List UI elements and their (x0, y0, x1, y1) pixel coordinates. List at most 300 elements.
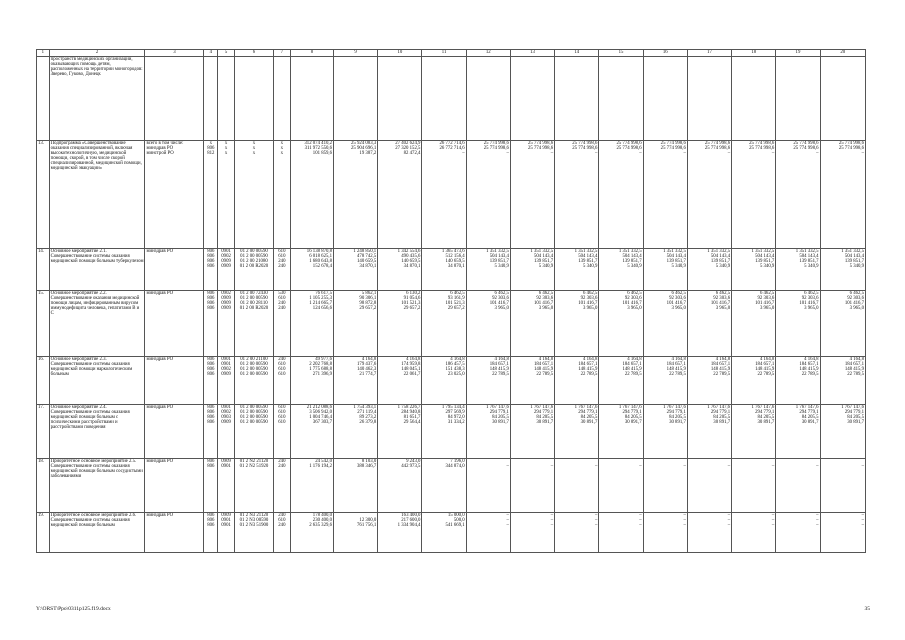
section-code-line (219, 57, 233, 62)
amount-cell (290, 459, 333, 513)
expense-type-line: 610 (278, 372, 286, 378)
target-article (234, 57, 273, 141)
responsible-executor-line: минздрав РО (146, 357, 174, 362)
amount-cell (687, 405, 731, 459)
table-row (37, 459, 866, 513)
amount-cell-line: – (727, 518, 731, 524)
amount-cell (776, 357, 820, 405)
amount-cell-line: 3 965,0 (759, 306, 775, 312)
amount-cell-line: 139 851,7 (666, 259, 686, 265)
expense-type-line: 610 (278, 415, 286, 421)
amount-cell-line: 93 161,9 (447, 296, 465, 302)
amount-cell-line: 9 243,0 (406, 459, 421, 464)
amount-cell-line (379, 57, 420, 62)
amount-cell (290, 57, 333, 141)
expense-type-line: 610 (278, 249, 286, 254)
table-row (37, 57, 866, 141)
amount-cell-line: 23 025,0 (447, 372, 465, 378)
amount-cell-line: 139 851,7 (710, 259, 731, 265)
amount-cell-line: 4 164,8 (627, 357, 642, 362)
ministry-code (204, 57, 218, 141)
expense-type-line: 240 (278, 464, 286, 470)
target-article-line: 01 2 00 00590 (240, 254, 268, 260)
amount-cell-line: 1 334 904,4 (397, 523, 421, 529)
amount-cell-line: 1 248 850,1 (353, 249, 377, 254)
amount-cell (599, 249, 643, 291)
amount-cell-line: 49 977,6 (315, 357, 332, 362)
ministry-code-line: х (209, 141, 212, 146)
column-number: 20 (820, 50, 865, 57)
expense-type-line: 240 (278, 523, 286, 529)
amount-cell-line (689, 57, 730, 62)
amount-cell-line: 34 870,1 (403, 264, 421, 270)
column-number: 1 (37, 50, 50, 57)
column-number: 9 (333, 50, 377, 57)
amount-cell-line: 24 542,0 (315, 459, 332, 464)
section-code-line: 0901 (221, 405, 231, 410)
amount-cell-line: 101 416,7 (489, 301, 509, 307)
amount-cell (378, 249, 422, 291)
amount-cell (687, 249, 731, 291)
amount-cell-line: 139 851,7 (844, 259, 864, 265)
amount-cell-line: 271 396,9 (312, 372, 332, 378)
amount-cell-line: 12 300,0 (359, 518, 377, 524)
amount-cell (732, 249, 776, 291)
expense-type-line: 240 (278, 513, 286, 518)
amount-cell-line: 92 303,6 (580, 296, 598, 302)
amount-cell-line: 139 851,7 (578, 259, 598, 265)
amount-cell-line: 92 303,6 (847, 296, 864, 302)
amount-cell-line: 1 351 332,5 (486, 249, 509, 254)
program-name: пространств медицинских организаций, оказывающих помощь детям, расположенных на территории моногородов: Зверево, Гуково, Донецк (49, 57, 145, 141)
expense-type-line: 240 (278, 264, 286, 270)
amount-cell-line: 21 212 088,6 (306, 405, 332, 410)
amount-cell (290, 405, 333, 459)
amount-cell-line: 27 402 624,9 (395, 141, 421, 146)
amount-cell-line: 19 387,2 (359, 151, 377, 157)
amount-cell (466, 513, 510, 553)
amount-cell-line: 139 851,7 (799, 259, 819, 265)
amount-cell-line: 4 164,8 (849, 357, 864, 362)
amount-cell (820, 291, 865, 357)
target-article-line: 01 2 00 00590 (240, 405, 268, 410)
amount-cell (422, 57, 466, 141)
target-article-line: 01 2 00 21100 (240, 357, 268, 362)
section-code (218, 57, 235, 141)
amount-cell-line: 84 205,5 (847, 415, 864, 421)
amount-cell (422, 291, 466, 357)
amount-cell-line: 478 742,5 (357, 254, 377, 260)
responsible-executor (145, 291, 204, 357)
section-code-line: 0901 (221, 518, 231, 524)
amount-cell (776, 249, 820, 291)
amount-cell-line: – (550, 518, 554, 524)
amount-cell-line: – (727, 513, 731, 518)
amount-cell-line: 25 774 998,6 (704, 141, 731, 146)
amount-cell (466, 405, 510, 459)
amount-cell-line: 91 054,6 (403, 296, 421, 302)
amount-cell (555, 513, 599, 553)
ministry-code-line: 806 (207, 405, 215, 410)
amount-cell (290, 249, 333, 291)
amount-cell (333, 405, 377, 459)
target-article-line: 01 2 00 00590 (240, 410, 268, 416)
column-number: 4 (204, 50, 218, 57)
expense-type-line (275, 57, 289, 62)
amount-cell-line: 1 351 332,5 (530, 249, 554, 254)
amount-cell (776, 57, 820, 141)
section-code-line: 0902 (221, 410, 231, 416)
amount-cell-line: 148 415,9 (622, 367, 642, 373)
amount-cell-line: 217 600,0 (401, 518, 421, 524)
amount-cell (510, 141, 554, 249)
amount-cell (510, 513, 554, 553)
amount-cell-line: – (639, 464, 642, 470)
section-code-line: 0909 (221, 420, 231, 426)
amount-cell-line: – (506, 518, 509, 524)
amount-cell-line: 504 143,4 (622, 254, 642, 260)
amount-cell (422, 459, 466, 513)
amount-cell (466, 291, 510, 357)
expense-type-line: 610 (278, 410, 286, 416)
column-number: 11 (422, 50, 466, 57)
amount-cell-line: 1 767 147,6 (486, 405, 509, 410)
amount-cell-line: 5 340,9 (538, 264, 554, 270)
responsible-executor-line (146, 523, 202, 528)
amount-cell-line: – (594, 151, 598, 157)
amount-cell-line: 22 789,5 (847, 372, 864, 378)
row-number: 16. (37, 357, 50, 405)
amount-cell-line: 504 143,4 (666, 254, 686, 260)
amount-cell-line: 25 774 998,6 (704, 146, 731, 152)
amount-cell-line: 6 462,5 (538, 291, 554, 296)
ministry-code-line: 806 (207, 523, 215, 529)
amount-cell (290, 357, 333, 405)
program-name: Основное мероприятие 2.2. Совершенствование оказания медицинской помощи лицам, инфицированным вирусом иммунодефицита человека, гепатитами B и C (49, 291, 145, 357)
amount-cell-line: – (462, 151, 465, 157)
expense-type-line: 240 (278, 306, 286, 312)
amount-cell-line: 25 774 998,6 (527, 141, 554, 146)
amount-cell-line: 30 891,7 (669, 420, 686, 426)
amount-cell-line: 6 462,5 (627, 291, 642, 296)
column-number: 15 (599, 50, 643, 57)
amount-cell-line: 4 164,8 (450, 357, 465, 362)
amount-cell-line: 148 415,9 (844, 367, 864, 373)
amount-cell-line: – (506, 464, 509, 470)
amount-cell-line: 3 965,0 (538, 306, 554, 312)
amount-cell-line: 151 438,3 (445, 367, 465, 373)
section-code-line: 0901 (221, 249, 231, 254)
budget-table (36, 49, 866, 553)
responsible-executor (145, 57, 204, 141)
program-name: Основное мероприятие 2.3. Совершенствование системы оказания медицинской помощи наркологическим больным (49, 357, 145, 405)
amount-cell-line: 1 767 147,6 (707, 405, 731, 410)
amount-cell-line: 140 462,3 (357, 367, 377, 373)
amount-cell (643, 405, 687, 459)
amount-cell (555, 405, 599, 459)
amount-cell (422, 249, 466, 291)
expense-type-line: 240 (278, 259, 286, 265)
target-article (234, 405, 273, 459)
amount-cell-line: 174 959,8 (401, 362, 421, 368)
amount-cell-line: 148 415,9 (578, 367, 598, 373)
amount-cell-line: 101 416,7 (622, 301, 642, 307)
amount-cell-line: 271 119,4 (357, 410, 377, 416)
expense-type-line: 610 (278, 518, 286, 524)
amount-cell-line: 25 774 998,6 (572, 141, 598, 146)
amount-cell-line: 22 789,5 (801, 372, 819, 378)
amount-cell (333, 459, 377, 513)
ministry-code-line: 806 (207, 301, 215, 307)
amount-cell-line: 1 004 746,4 (309, 415, 332, 421)
ministry-code-line: 806 (207, 464, 215, 470)
amount-cell (378, 291, 422, 357)
amount-cell-line: – (861, 523, 864, 529)
amount-cell-line: 163 400,0 (401, 513, 421, 518)
program-name: Приоритетное основное мероприятие 2.5. Совершенствование системы оказания медицинской помощи больным сосудистыми заболеваниями (49, 459, 145, 513)
expense-type-line: 240 (278, 459, 286, 464)
amount-cell-line: 1 767 147,6 (795, 405, 819, 410)
amount-cell-line: 2 635 329,6 (309, 523, 332, 529)
amount-cell-line: 92 303,6 (624, 296, 642, 302)
amount-cell-line: 101 416,7 (578, 301, 598, 307)
ministry-code (204, 291, 218, 357)
amount-cell (687, 141, 731, 249)
target-article-line: 01 2 00 R2020 (239, 264, 269, 270)
section-code (218, 141, 235, 249)
section-code-line: 0909 (221, 301, 231, 307)
amount-cell-line: 5 340,9 (804, 264, 819, 270)
ministry-code-line: 806 (207, 249, 215, 254)
amount-cell (555, 141, 599, 249)
amount-cell-line: 21 774,7 (359, 372, 377, 378)
section-code-line: х (224, 141, 228, 146)
amount-cell-line: 1 767 147,6 (841, 405, 864, 410)
amount-cell-line: 26 379,8 (359, 420, 377, 426)
amount-cell-line (777, 57, 818, 62)
responsible-executor-line: минздрав РО (146, 146, 174, 152)
amount-cell-line: 504 143,4 (799, 254, 819, 260)
amount-cell (333, 291, 377, 357)
amount-cell (820, 249, 865, 291)
expense-type-line: 240 (278, 301, 286, 307)
amount-cell-line: 1 351 332,5 (707, 249, 731, 254)
amount-cell-line: 1 758 226,7 (397, 405, 421, 410)
amount-cell-line: 29 657,2 (359, 306, 377, 312)
amount-cell-line: 25 774 998,6 (527, 146, 554, 152)
amount-cell-line: 1 767 147,6 (751, 405, 775, 410)
amount-cell-line: – (683, 523, 686, 529)
column-number: 10 (378, 50, 422, 57)
amount-cell-line: – (771, 513, 775, 518)
ministry-code-line: 806 (207, 518, 215, 524)
amount-cell-line: – (771, 464, 775, 470)
amount-cell (599, 141, 643, 249)
row-number: 18. (37, 459, 50, 513)
target-article (234, 141, 273, 249)
amount-cell (732, 405, 776, 459)
amount-cell-line: – (506, 523, 509, 529)
table-row (37, 141, 866, 249)
amount-cell-line: 6 462,5 (715, 291, 731, 296)
amount-cell-line: – (727, 151, 731, 157)
ministry-code (204, 357, 218, 405)
responsible-executor (145, 513, 204, 553)
amount-cell-line: 1 176 194,2 (309, 464, 332, 470)
amount-cell-line: – (639, 518, 642, 524)
ministry-code-line: 806 (207, 146, 215, 152)
amount-cell-line: 90 306,1 (359, 296, 377, 302)
amount-cell-line: 6 018 625,1 (309, 254, 332, 260)
amount-cell (820, 141, 865, 249)
amount-cell-line: 4 164,8 (715, 357, 731, 362)
amount-cell-line: 512 156,4 (445, 254, 465, 260)
amount-cell-line: 92 303,6 (713, 296, 731, 302)
section-code (218, 405, 235, 459)
amount-cell-line: 1 351 332,5 (841, 249, 864, 254)
expense-type-line: х (280, 151, 284, 157)
amount-cell-line: 294 779,1 (489, 410, 509, 416)
amount-cell (510, 357, 554, 405)
amount-cell-line: 1 351 332,5 (618, 249, 642, 254)
amount-cell-line: 5 340,9 (671, 264, 686, 270)
expense-type (273, 459, 290, 513)
amount-cell-line: 89 273,2 (359, 415, 377, 421)
section-code-line: 0909 (221, 296, 231, 302)
amount-cell-line: 148 415,9 (533, 367, 554, 373)
amount-cell-line: 25 774 998,6 (838, 146, 864, 152)
amount-cell-line: – (594, 513, 598, 518)
expense-type-line: 610 (278, 254, 286, 260)
amount-cell-line: 5 340,9 (583, 264, 598, 270)
amount-cell (687, 513, 731, 553)
section-code-line: 0909 (221, 264, 231, 270)
target-article-line: 01 2 00 00590 (240, 372, 268, 378)
ministry-code-line: 806 (207, 362, 215, 368)
ministry-code (204, 513, 218, 553)
amount-cell-line: 25 774 998,6 (749, 146, 775, 152)
amount-cell-line: 312 074 410,2 (304, 141, 332, 146)
amount-cell-line: 3 965,0 (715, 306, 731, 312)
document-sheet (36, 49, 866, 553)
section-code-line: х (224, 151, 228, 157)
amount-cell-line (556, 57, 597, 62)
amount-cell (466, 357, 510, 405)
amount-cell-line: 5 340,9 (627, 264, 642, 270)
target-article (234, 459, 273, 513)
amount-cell-line: 6 462,5 (759, 291, 775, 296)
amount-cell (820, 357, 865, 405)
target-article-line: х (252, 141, 256, 146)
amount-cell-line (468, 57, 509, 62)
amount-cell (510, 291, 554, 357)
amount-cell (643, 459, 687, 513)
expense-type (273, 405, 290, 459)
amount-cell (333, 57, 377, 141)
amount-cell-line: – (594, 523, 598, 529)
amount-cell (776, 513, 820, 553)
amount-cell-line: 139 851,7 (755, 259, 775, 265)
amount-cell-line: 25 774 998,6 (793, 141, 819, 146)
amount-cell-line: 6 462,5 (450, 291, 465, 296)
table-row (37, 405, 866, 459)
target-article-line: 01 2 00 00590 (240, 362, 268, 368)
amount-cell-line: 92 303,6 (757, 296, 775, 302)
amount-cell (820, 459, 865, 513)
amount-cell-line: 101 416,7 (666, 301, 686, 307)
ministry-code-line: 806 (207, 291, 215, 296)
amount-cell-line: 3 965,0 (671, 306, 686, 312)
amount-cell-line: 6 462,5 (671, 291, 686, 296)
amount-cell-line: – (816, 513, 819, 518)
amount-cell (732, 141, 776, 249)
amount-cell (643, 141, 687, 249)
amount-cell-line: 1 680 643,8 (309, 259, 332, 265)
amount-cell-line: 184 657,1 (489, 362, 509, 368)
ministry-code-line: 806 (207, 357, 215, 362)
expense-type (273, 357, 290, 405)
row-number: 19. (37, 513, 50, 553)
amount-cell-line: 30 891,7 (536, 420, 554, 426)
responsible-executor (145, 405, 204, 459)
expense-type-line: 530 (278, 291, 286, 296)
amount-cell-line: 4 164,8 (583, 357, 598, 362)
column-number: 19 (776, 50, 820, 57)
amount-cell-line: 22 789,5 (713, 372, 731, 378)
ministry-code-line: 806 (207, 410, 215, 416)
amount-cell (820, 57, 865, 141)
column-number: 14 (555, 50, 599, 57)
amount-cell-line: 1 365 473,6 (441, 249, 465, 254)
amount-cell-line: 84 205,5 (713, 415, 731, 421)
row-number: 15. (37, 291, 50, 357)
amount-cell-line: 101 416,7 (799, 301, 819, 307)
amount-cell (687, 291, 731, 357)
amount-cell (732, 513, 776, 553)
amount-cell-line: 25 774 998,6 (616, 141, 642, 146)
amount-cell-line (645, 57, 686, 62)
section-code-line: 0909 (221, 372, 231, 378)
amount-cell (422, 357, 466, 405)
amount-cell-line: 3 965,0 (849, 306, 864, 312)
amount-cell-line: 230 400,0 (312, 518, 332, 524)
amount-cell-line: 504 143,4 (489, 254, 509, 260)
amount-cell-line: 184 657,1 (622, 362, 642, 368)
amount-cell-line: 22 789,5 (669, 372, 686, 378)
amount-cell-line: 294 779,1 (666, 410, 686, 416)
amount-cell (776, 405, 820, 459)
amount-cell-line: 504 143,4 (844, 254, 864, 260)
program-name: Основное мероприятие 2.1. Совершенствование системы оказания медицинской помощи больным туберкулезом (49, 249, 145, 291)
amount-cell-line: 148 415,9 (489, 367, 509, 373)
expense-type (273, 291, 290, 357)
amount-cell-line: – (550, 464, 554, 470)
amount-cell-line: 101 521,3 (445, 301, 465, 307)
row-number: 14. (37, 249, 50, 291)
expense-type-line: 610 (278, 420, 286, 426)
amount-cell-line: 98 872,8 (359, 301, 377, 307)
table-row (37, 357, 866, 405)
amount-cell (776, 141, 820, 249)
amount-cell (555, 249, 599, 291)
amount-cell (333, 357, 377, 405)
amount-cell-line: 30 891,7 (580, 420, 598, 426)
amount-cell (466, 459, 510, 513)
responsible-executor-line: минстрой РО (146, 151, 174, 157)
row-number (37, 57, 50, 141)
ministry-code-line: 806 (207, 459, 215, 464)
section-code-line: 0903 (221, 415, 231, 421)
